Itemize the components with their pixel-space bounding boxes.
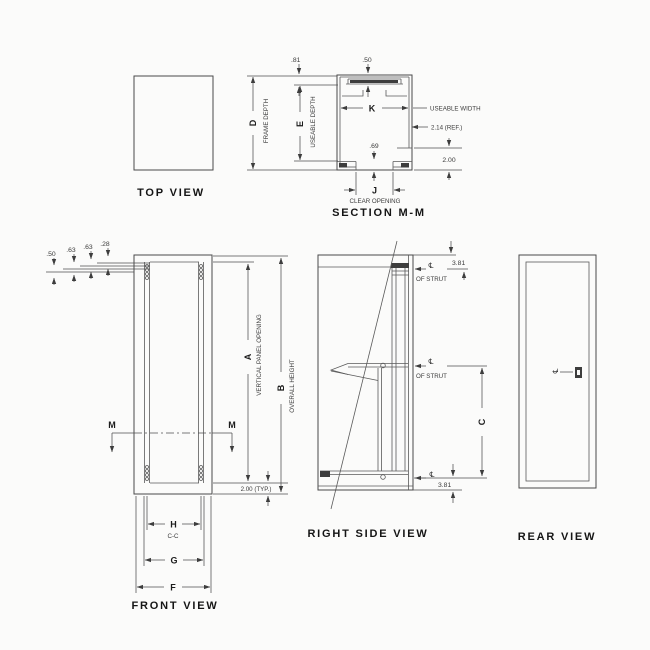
dim-200-typ: 2.00 (TYP.)	[240, 486, 272, 493]
section-cut-m-right: M	[228, 420, 236, 430]
dim-a: A	[243, 353, 253, 361]
dim-frame-depth: FRAME DEPTH	[263, 98, 270, 144]
dim-h: H	[170, 519, 177, 530]
dim-useable-width: USEABLE WIDTH	[430, 105, 481, 113]
dim-j: J	[371, 185, 378, 196]
dim-overall-height: OVERALL HEIGHT	[289, 359, 296, 413]
dim-b: B	[276, 384, 286, 392]
dim-useable-depth: USEABLE DEPTH	[310, 96, 317, 148]
centerline-symbol-mid: ℄	[428, 357, 434, 366]
dim-50-front: .50	[46, 251, 56, 258]
dim-214-ref: 2.14 (REF.)	[431, 124, 463, 132]
dim-e: E	[295, 120, 305, 128]
front-view	[46, 241, 296, 612]
right-side-view-title: RIGHT SIDE VIEW	[307, 528, 429, 540]
centerline-symbol-top: ℄	[428, 261, 434, 270]
dim-63-a: .63	[66, 247, 76, 254]
dim-63-b: .63	[83, 244, 93, 251]
section-top-gasket	[350, 80, 398, 83]
dim-200: 2.00	[442, 157, 456, 164]
dim-d: D	[248, 119, 258, 127]
right-side-outline	[318, 255, 413, 490]
top-view	[134, 76, 213, 199]
section-cut-m-left: M	[108, 420, 116, 430]
dim-381-top: 3.81	[452, 260, 466, 267]
section-mm-title: SECTION M-M	[332, 207, 426, 219]
dim-28: .28	[100, 241, 110, 248]
section-outline	[337, 75, 412, 170]
rail-holes	[146, 265, 203, 481]
rear-view-title: REAR VIEW	[517, 531, 597, 543]
front-view-outline	[134, 255, 212, 494]
section-mm-view	[247, 57, 481, 219]
right-side-view	[307, 241, 487, 540]
dim-c: C	[477, 418, 487, 426]
of-strut-top: OF STRUT	[416, 276, 447, 283]
dim-50: .50	[362, 57, 372, 64]
front-view-title: FRONT VIEW	[131, 600, 219, 612]
dim-381-bottom: 3.81	[438, 482, 452, 489]
centerline-symbol-bottom: ℄	[429, 470, 435, 479]
top-view-outline	[134, 76, 213, 170]
strut-top-bracket	[391, 263, 409, 268]
dim-69: .69	[369, 143, 379, 150]
centerline-symbol-rear: ℄	[551, 368, 560, 374]
rear-view	[518, 255, 597, 543]
dim-f: F	[170, 582, 176, 593]
dim-clear-opening: CLEAR OPENING	[349, 198, 401, 205]
diagonal-break-line	[331, 241, 397, 509]
top-view-title: TOP VIEW	[137, 187, 205, 199]
dim-k: K	[368, 103, 376, 114]
dim-g: G	[170, 555, 178, 566]
dim-c-c: C-C	[167, 533, 179, 540]
dim-81: .81	[291, 57, 301, 64]
dim-vertical-panel-opening: VERTICAL PANEL OPENING	[256, 314, 263, 396]
of-strut-mid: OF STRUT	[416, 373, 447, 380]
